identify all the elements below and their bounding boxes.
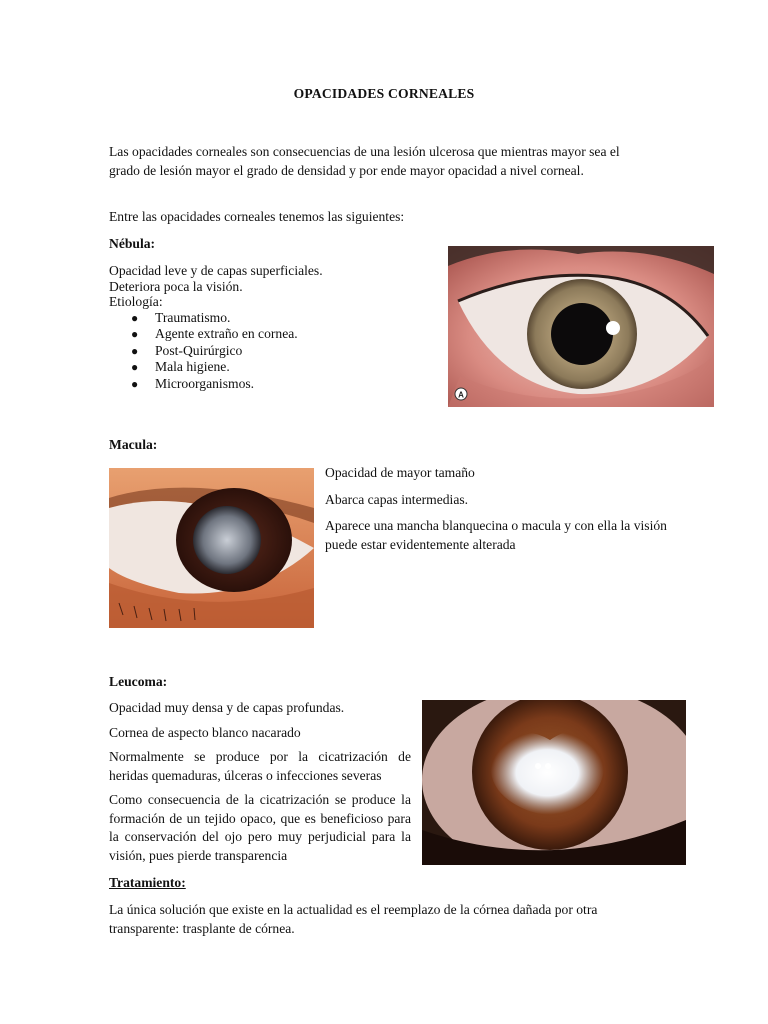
image-badge: A (458, 390, 464, 400)
tratamiento-heading: Tratamiento: (109, 875, 186, 890)
list-item-text: Microorganismos. (155, 375, 255, 391)
leucoma-paragraph: Cornea de aspecto blanco nacarado (109, 724, 301, 740)
list-intro: Entre las opacidades corneales tenemos las siguientes: (109, 209, 405, 224)
macula-eye-image (109, 468, 314, 628)
bullet-icon: ● (131, 360, 139, 375)
list-item (109, 310, 429, 326)
list-item (109, 326, 429, 342)
bullet-icon: ● (131, 327, 139, 342)
tratamiento-text: La única solución que existe en la actualidad es el reemplazo de la córnea dañada por otra transparente: trasplante de córnea. (109, 902, 598, 936)
etiologia-list (109, 310, 429, 392)
list-item-text: Mala higiene. (155, 359, 230, 375)
etiologia-label: Etiología: (109, 294, 163, 310)
nebula-line: Deteriora poca la visión. (109, 278, 243, 294)
leucoma-eye-image (422, 700, 686, 865)
leucoma-heading: Leucoma: (109, 674, 168, 689)
list-item-text: Post-Quirúrgico (155, 342, 243, 358)
macula-heading: Macula: (109, 437, 158, 452)
leucoma-paragraph: Normalmente se produce por la cicatrización de heridas quemaduras, úlceras o infecciones severas (109, 749, 411, 783)
macula-paragraph: Abarca capas intermedias. (325, 491, 469, 507)
list-item-text: Traumatismo. (155, 310, 231, 325)
bullet-icon: ● (131, 376, 139, 391)
nebula-description (109, 263, 429, 310)
intro-paragraph: Las opacidades corneales son consecuencias de una lesión ulcerosa que mientras mayor sea el grado de lesión mayor el grado de densidad y por ende mayor opacidad a nivel corneal. (109, 144, 620, 178)
bullet-icon: ● (131, 343, 139, 358)
leucoma-paragraph: Como consecuencia de la cicatrización se produce la formación de un tejido opaco, que es beneficioso para la conservación del ojo pero muy perjudicial para la visión, pues pierde transparencia (109, 792, 411, 863)
leucoma-description (109, 699, 411, 865)
page-title: OPACIDADES CORNEALES (293, 86, 475, 101)
list-item-text: Agente extraño en cornea. (155, 326, 298, 342)
nebula-heading: Nébula: (109, 236, 156, 251)
bullet-icon: ● (131, 311, 139, 325)
nebula-eye-image (448, 246, 714, 407)
macula-description (325, 464, 685, 554)
macula-paragraph: Opacidad de mayor tamaño (325, 465, 475, 480)
list-item (109, 343, 429, 359)
list-item (109, 376, 429, 392)
macula-paragraph: Aparece una mancha blanquecina o macula y con ella la visión puede estar evidentemente alterada (325, 518, 667, 552)
nebula-line: Opacidad leve y de capas superficiales. (109, 263, 323, 278)
leucoma-paragraph: Opacidad muy densa y de capas profundas. (109, 700, 345, 715)
list-item (109, 359, 429, 375)
